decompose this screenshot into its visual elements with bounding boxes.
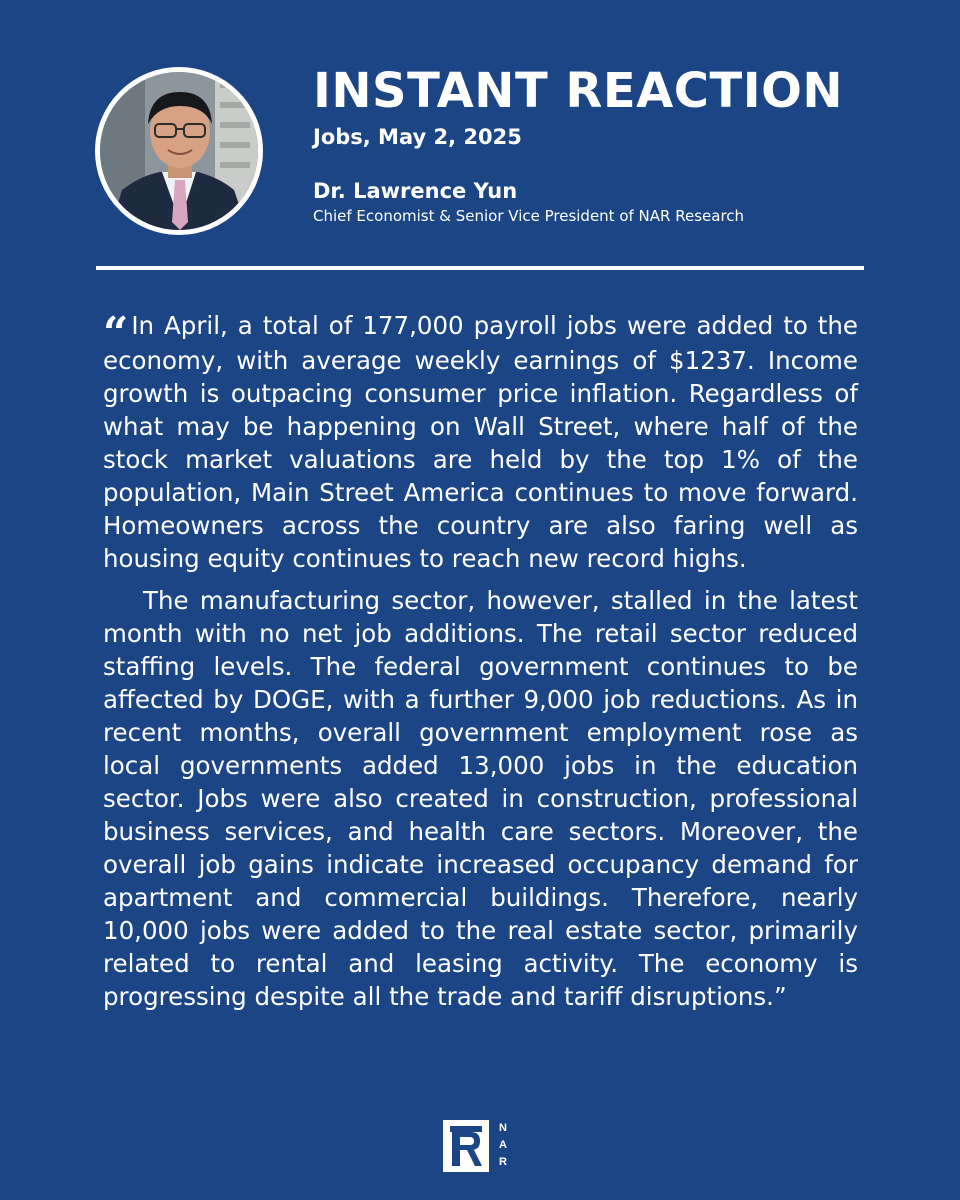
quote-paragraph-1 [103, 309, 858, 575]
quote-paragraph-1-text: In April, a total of 177,000 payroll jobs were added to the economy, with average weekly earnings of $1237. Income growth is outpacing consumer price inflation. Regardless of what may be happening on Wall Street, where half of the stock market valuations are held by the top 1% of the population, Main Street America continues to move forward. Homeowners across the country are also faring well as housing equity continues to reach new record highs. [103, 311, 858, 573]
header [313, 62, 913, 226]
nar-logo-mark [443, 1120, 489, 1172]
author-name: Dr. Lawrence Yun [313, 179, 518, 203]
portrait-photo [100, 72, 258, 230]
nar-logo-icon [443, 1120, 523, 1175]
nar-letter: A [499, 1139, 507, 1151]
quote-body [103, 309, 858, 1013]
nar-letters [495, 1120, 511, 1171]
realtor-r-icon [443, 1120, 489, 1172]
nar-letter: N [499, 1122, 507, 1134]
page-subtitle: Jobs, May 2, 2025 [313, 125, 522, 149]
page-title: INSTANT REACTION [313, 63, 844, 119]
header-divider [96, 266, 864, 270]
author-role: Chief Economist & Senior Vice President of NAR Research [313, 207, 745, 225]
quote-mark-icon: “ [103, 308, 129, 359]
author-avatar [95, 67, 263, 235]
nar-letter: R [499, 1156, 507, 1168]
quote-paragraph-2: The manufacturing sector, however, stalled in the latest month with no net job additions. The retail sector reduced staffing levels. The federal government continues to be affected by DOGE, with a further 9,000 job reductions. As in recent months, overall government employment rose as local governments added 13,000 jobs in the education sector. Jobs were also created in construction, professional business services, and health care sectors. Moreover, the overall job gains indicate increased occupancy demand for apartment and commercial buildings. Therefore, nearly 10,000 jobs were added to the real estate sector, primarily related to rental and leasing activity. The economy is progressing despite all the trade and tariff disruptions.” [103, 586, 858, 1011]
